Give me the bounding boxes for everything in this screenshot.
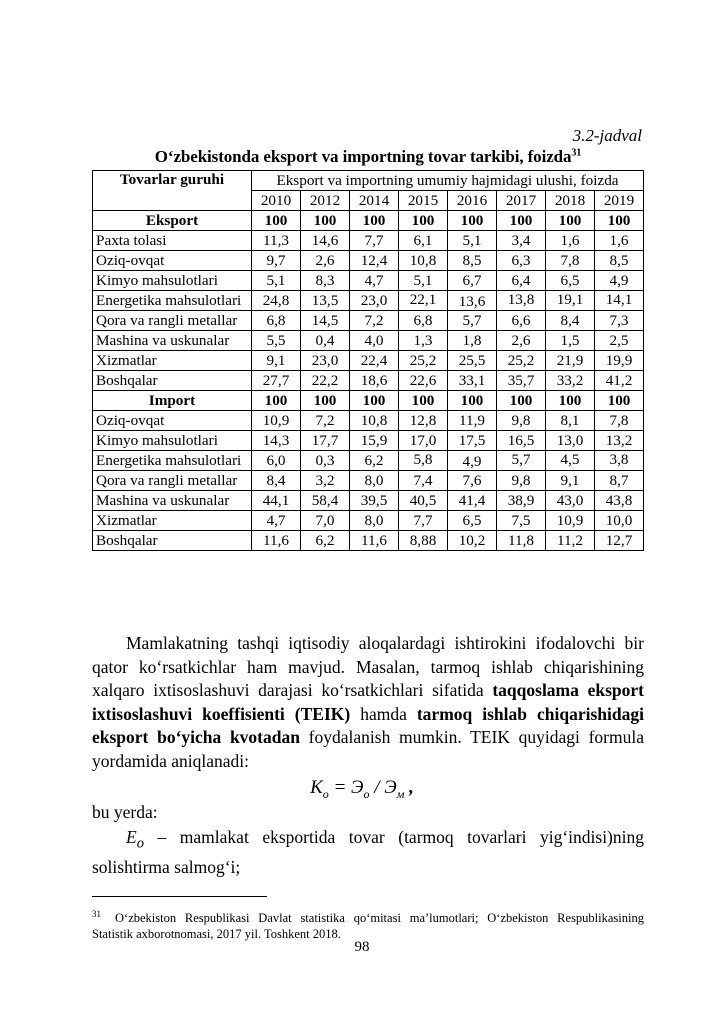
table-cell: 8,0 [350,511,399,531]
table-cell: 8,1 [546,411,595,431]
table-cell: 11,6 [350,531,399,551]
import-section-label: Import [93,391,252,411]
table-cell: 1,6 [546,231,595,251]
table-cell: 1,8 [448,331,497,351]
table-cell: 100 [350,391,399,411]
table-cell: 14,3 [252,431,301,451]
table-cell: 100 [497,391,546,411]
table-cell: 18,6 [350,371,399,391]
table-cell: 5,7 [448,311,497,331]
table-row [93,431,644,451]
table-cell: 13,6 [448,291,497,311]
row-label: Oziq-ovqat [93,411,252,431]
year-header: 2010 [252,191,301,211]
term-export-quota: tarmoq ishlab chiqarishidagi eksport bo‘yicha kvotadan [92,703,644,747]
table-cell: 25,2 [497,351,546,371]
table-cell: 100 [546,211,595,231]
table-cell: 41,4 [448,491,497,511]
paragraph-text: foydalanish mumkin. TEIK quyidagi formula yordamida aniqlanadi: [92,727,644,771]
row-label: Boshqalar [93,371,252,391]
row-label: Oziq-ovqat [93,251,252,271]
table-cell: 8,5 [595,251,644,271]
table-cell: 25,2 [399,351,448,371]
row-label: Boshqalar [93,531,252,551]
table-row [93,471,644,491]
table-cell: 17,0 [399,431,448,451]
table-cell: 6,5 [546,271,595,291]
table-cell: 100 [252,391,301,411]
table-cell: 100 [595,391,644,411]
table-cell: 13,2 [595,431,644,451]
footnote-divider [92,896,267,897]
table-cell: 25,5 [448,351,497,371]
table-cell: 6,8 [399,311,448,331]
table-cell: 7,2 [301,411,350,431]
row-label: Paxta tolasi [93,231,252,251]
table-header-row [93,171,644,191]
table-cell: 8,3 [301,271,350,291]
table-cell: 6,1 [399,231,448,251]
table-cell: 4,9 [595,271,644,291]
table-cell: 4,7 [252,511,301,531]
table-body [93,211,644,551]
table-cell: 12,7 [595,531,644,551]
formula-e2-sub: м [396,786,405,801]
table-cell: 11,2 [546,531,595,551]
table-cell: 6,5 [448,511,497,531]
table-row [93,371,644,391]
table-cell: 22,1 [399,291,448,311]
formula-e2: Э [384,777,397,798]
export-section-label: Eksport [93,211,252,231]
row-label: Xizmatlar [93,511,252,531]
year-header: 2012 [301,191,350,211]
table-cell: 39,5 [350,491,399,511]
table-cell: 100 [301,391,350,411]
table-cell: 23,0 [301,351,350,371]
table-cell: 44,1 [252,491,301,511]
page-number: 98 [354,939,370,955]
table-cell: 3,8 [595,451,644,471]
formula-k: К [310,777,323,798]
row-label: Xizmatlar [93,351,252,371]
table-cell: 12,4 [350,251,399,271]
table-cell: 11,6 [252,531,301,551]
table-row [93,271,644,291]
table-cell: 100 [546,391,595,411]
table-cell: 22,6 [399,371,448,391]
table-cell: 10,0 [595,511,644,531]
table-cell: 10,9 [252,411,301,431]
table-cell: 8,0 [350,471,399,491]
table-cell: 5,7 [497,451,546,471]
table-row [93,291,644,311]
table-cell: 10,8 [399,251,448,271]
table-row [93,491,644,511]
table-cell: 7,4 [399,471,448,491]
table-cell: 7,6 [448,471,497,491]
table-cell: 11,8 [497,531,546,551]
table-cell: 27,7 [252,371,301,391]
table-cell: 9,7 [252,251,301,271]
table-cell: 9,8 [497,411,546,431]
table-cell: 7,2 [350,311,399,331]
paragraph-teik-intro [92,632,644,773]
table-cell: 8,5 [448,251,497,271]
table-cell: 100 [350,211,399,231]
table-cell: 7,5 [497,511,546,531]
table-cell: 5,8 [399,451,448,471]
table-cell: 41,2 [595,371,644,391]
table-title-footnote-mark: 31 [571,147,582,159]
table-cell: 2,6 [497,331,546,351]
table-cell: 2,6 [301,251,350,271]
table-cell: 6,3 [497,251,546,271]
table-cell: 4,7 [350,271,399,291]
table-row [93,331,644,351]
formula-e1: Э [351,777,364,798]
table-row [93,351,644,371]
row-label: Qora va rangli metallar [93,311,252,331]
table-cell: 9,8 [497,471,546,491]
table-cell: 100 [399,391,448,411]
table-row [93,411,644,431]
table-cell: 6,0 [252,451,301,471]
table-cell: 100 [252,211,301,231]
table-cell: 7,7 [350,231,399,251]
table-cell: 6,4 [497,271,546,291]
table-cell: 19,1 [546,291,595,311]
table-cell: 14,6 [301,231,350,251]
table-cell: 7,7 [399,511,448,531]
table-cell: 35,7 [497,371,546,391]
table-cell: 6,7 [448,271,497,291]
table-cell: 22,4 [350,351,399,371]
table-row [93,251,644,271]
table-cell: 16,5 [497,431,546,451]
table-cell: 3,2 [301,471,350,491]
where-label: bu yerda: [92,802,158,822]
table-cell: 15,9 [350,431,399,451]
table-cell: 1,5 [546,331,595,351]
formula-equals: = [328,777,352,798]
table-cell: 40,5 [399,491,448,511]
table-cell: 17,7 [301,431,350,451]
table-cell: 58,4 [301,491,350,511]
term-teik: taqqoslama eksport ixtisoslashuvi koeffisienti (TEIK) [92,680,645,724]
table-cell: 6,6 [497,311,546,331]
goods-group-header: Tovarlar guruhi [93,171,252,211]
table-cell: 100 [497,211,546,231]
table-cell: 100 [448,391,497,411]
paragraph-text: hamda [350,703,417,724]
formula-e1-sub: о [363,786,370,801]
table-cell: 8,7 [595,471,644,491]
table-cell: 14,1 [595,291,644,311]
formula-slash: / [369,777,385,798]
table-cell: 100 [301,211,350,231]
year-header: 2017 [497,191,546,211]
year-header: 2019 [595,191,644,211]
table-cell: 6,8 [252,311,301,331]
table-cell: 0,3 [301,451,350,471]
table-cell: 2,5 [595,331,644,351]
table-row [93,511,644,531]
share-header: Eksport va importning umumiy hajmidagi ulushi, foizda [252,171,644,191]
row-label: Kimyo mahsulotlari [93,271,252,291]
table-row [93,311,644,331]
table-cell: 10,8 [350,411,399,431]
teik-formula [0,777,724,802]
table-cell: 7,0 [301,511,350,531]
table-cell: 5,1 [252,271,301,291]
table-cell: 38,9 [497,491,546,511]
table-cell: 19,9 [595,351,644,371]
table-cell: 7,3 [595,311,644,331]
table-cell: 8,4 [546,311,595,331]
row-label: Energetika mahsulotlari [93,291,252,311]
paragraph-text: Mamlakatning tashqi iqtisodiy aloqalardagi ishtirokini ifodalovchi bir qator ko‘rsatkichlar ham mavjud. Masalan, tarmoq ishlab chiqarishining xalqaro ixtisoslashuvi darajasi ko‘rsatkichlari sifatida [92,633,644,700]
table-cell: 17,5 [448,431,497,451]
row-label: Mashina va uskunalar [93,331,252,351]
table-cell: 6,2 [301,531,350,551]
table-cell: 10,9 [546,511,595,531]
trade-structure-table [92,170,644,551]
table-row [93,531,644,551]
import-total-row [93,391,644,411]
table-cell: 5,5 [252,331,301,351]
paragraph-text: – mamlakat eksportida tovar (tarmoq tovarlari yig‘indisi)ning solishtirma salmog‘i; [92,827,644,877]
year-header: 2014 [350,191,399,211]
table-cell: 5,1 [448,231,497,251]
row-label: Mashina va uskunalar [93,491,252,511]
export-total-row [93,211,644,231]
table-cell: 23,0 [350,291,399,311]
table-cell: 21,9 [546,351,595,371]
table-cell: 9,1 [546,471,595,491]
table-cell: 13,0 [546,431,595,451]
table-cell: 3,4 [497,231,546,251]
table-cell: 13,8 [497,291,546,311]
table-cell: 6,2 [350,451,399,471]
footnote [92,906,644,942]
table-cell: 0,4 [301,331,350,351]
table-cell: 5,1 [399,271,448,291]
table-cell: 33,2 [546,371,595,391]
table-cell: 9,1 [252,351,301,371]
formula-k-sub: о [322,786,329,801]
table-cell: 11,3 [252,231,301,251]
row-label: Qora va rangli metallar [93,471,252,491]
symbol-eo [126,827,144,852]
formula-tail: , [404,777,414,798]
table-cell: 1,3 [399,331,448,351]
footnote-text: O‘zbekiston Respublikasi Davlat statistika qo‘mitasi ma’lumotlari; O‘zbekiston Respublikasining Statistik axborotnomasi, 2017 yil. Toshkent 2018. [92,911,644,942]
table-cell: 43,0 [546,491,595,511]
table-cell: 100 [399,211,448,231]
table-cell: 24,8 [252,291,301,311]
table-cell: 8,4 [252,471,301,491]
table-cell: 13,5 [301,291,350,311]
year-header: 2015 [399,191,448,211]
footnote-mark: 31 [92,909,101,919]
table-cell: 100 [448,211,497,231]
row-label: Energetika mahsulotlari [93,451,252,471]
symbol-e: E [126,827,137,847]
table-title [92,147,644,167]
table-cell: 1,6 [595,231,644,251]
row-label: Kimyo mahsulotlari [93,431,252,451]
year-header: 2016 [448,191,497,211]
table-cell: 33,1 [448,371,497,391]
table-cell: 8,88 [399,531,448,551]
table-cell: 43,8 [595,491,644,511]
table-cell: 7,8 [595,411,644,431]
table-row [93,451,644,471]
table-row [93,231,644,251]
table-reference: 3.2-jadval [572,126,642,145]
symbol-e-sub: o [136,835,144,852]
table-cell: 4,5 [546,451,595,471]
paragraph-eo-definition [92,826,644,880]
table-cell: 14,5 [301,311,350,331]
table-title-text: O‘zbekistonda eksport va importning tovar tarkibi, foizda [154,147,572,166]
table-cell: 7,8 [546,251,595,271]
table-cell: 4,0 [350,331,399,351]
table-cell: 22,2 [301,371,350,391]
year-header: 2018 [546,191,595,211]
table-cell: 10,2 [448,531,497,551]
table-cell: 4,9 [448,451,497,471]
table-cell: 100 [595,211,644,231]
table-cell: 12,8 [399,411,448,431]
table-cell: 11,9 [448,411,497,431]
